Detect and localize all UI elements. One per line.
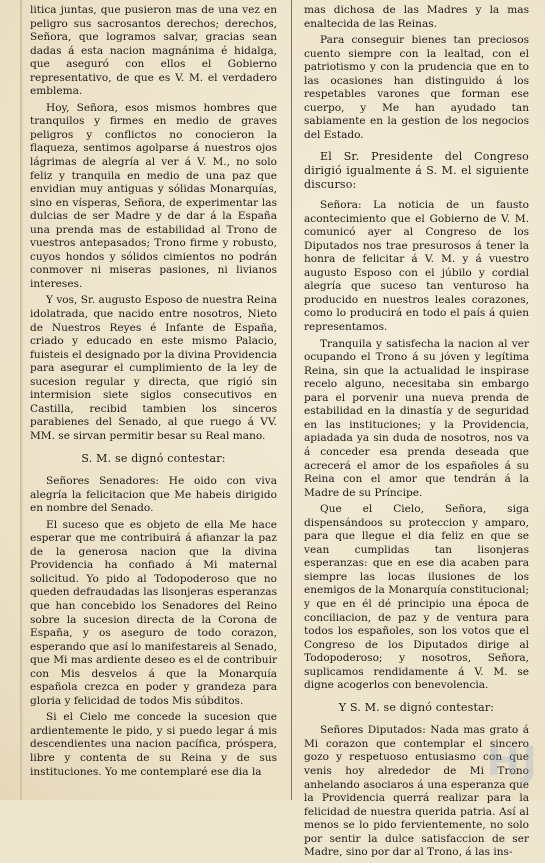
binding-gutter	[20, 0, 23, 800]
right-paragraph-1: mas dichosa de las Madres y la mas enaltecida de las Reinas.	[304, 4, 529, 30]
right-reply-heading: Y S. M. se dignó contestar:	[338, 700, 495, 714]
right-column	[304, 4, 529, 863]
left-reply-paragraph-1: Señores Senadores: He oido con viva alegría la felicitacion que Me habeis dirigido en nombre del Senado.	[30, 475, 277, 515]
congress-paragraph-2: Tranquila y satisfecha la nacion al ver ocupando el Trono á su jóven y legítima Reina, sin que la actualidad le inspirase recelo alguno, necesitaba sin embargo para el porvenir una nueva prenda de estabilidad en la dinastía y de seguridad en las instituciones; y la Providencia, apiadada ya sin duda de nosotros, nos va á conceder esa prenda deseada que acrecerá el amor de los españoles á su Reina con el amor que tendrán á la Madre de su Príncipe.	[304, 337, 529, 499]
left-paragraph-3: Y vos, Sr. augusto Esposo de nuestra Reina idolatrada, que nacido entre nosotros, Nieto de Nuestros Reyes é Infante de España, criado y educado en este mismo Palacio, fuisteis el designado por la divina Providencia para asegurar el cumplimiento de la ley de sucesion regular y directa, que rigió sin intermision siete siglos consecutivos en Castilla, recibid tambien los sinceros parabienes del Senado, al que ruego á VV. MM. se sirvan permitir besar su Real mano.	[30, 294, 278, 442]
library-watermark: HJ	[486, 739, 539, 785]
left-reply-paragraph-2: El suceso que es objeto de ella Me hace esperar que me contribuirá á afianzar la paz de la generosa nacion que la divina Providencia ha confiado á Mi maternal solicitud. Yo pido al Todopoderoso que no queden defraudadas las lisonjeras esperanzas que han concebido los Senadores del Reino sobre la sucesion directa de la Corona de España, y os aseguro de todo corazon, esperando que así lo manifestareis al Senado, que Mi mas ardiente deseo es el de contribuir con Mis desvelos á que la Monarquía española crezca en poder y grandeza para gloria y felicidad de todos Mis súbditos.	[30, 518, 277, 707]
congress-paragraph-1: Señora: La noticia de un fausto acontecimiento que el Gobierno de V. M. comunicó ayer al Congreso de los Diputados nos trae presurosos á tener la honra de felicitar á V. M. y á vuestro augusto Esposo con el júbilo y cordial alegría que suceso tan venturoso ha producido en nuestros leales corazones, como lo producirá en todo el país á quien representamos.	[304, 199, 529, 334]
left-paragraph-2: Hoy, Señora, esos mismos hombres que tranquilos y firmes en medio de graves peligros y conflictos no conocieron la flaqueza, sentimos agolparse á nuestros ojos lágrimas de alegría al ver á V. M., no solo feliz y tranquila en medio de una paz que envidian muy antiguas y sólidas Monarquías, sino en vísperas, Señora, de experimentar las dulcias de ser Madre y de dar á la España una prenda mas de estabilidad al Trono de vuestros antepasados; Trono firme y robusto, cuyos hondos y sólidos cimientos no podrán conmover ni miseras pasiones, ni livianos intereses.	[30, 101, 277, 290]
right-paragraph-2: Para conseguir bienes tan preciosos cuento siempre con la lealtad, con el patriotismo y con la prudencia que en to las ocasiones han distinguido á los respetables varones que forman ese cuerpo, y Me han ayudado tan sabiamente en la gestion de los negocios del Estado.	[304, 34, 529, 141]
left-paragraph-1: litica juntas, que pusieron mas de una vez en peligro sus sacrosantos derechos; derechos, Señora, que logramos salvar, gracias sean dadas á esta nacion magnánima é hidalga, que aseguró con ellos el Gobierno representativo, de que es V. M. el verdadero emblema.	[30, 4, 277, 98]
left-column	[30, 4, 277, 782]
right-reply-paragraph-1: Señores Diputados: Nada mas grato á Mi corazon que contemplar el sincero gozo y respetuoso entusiasmo con que venis hoy alrededor de Mi Trono anhelando asociaros á una esperanza que la Providencia querrá realizar para la felicidad de nuestra querida patria. Así al menos se lo pido fervientemente, no solo por sentir la dulce satisfaccion de ser Madre, sino por dar al Trono, á las ins-	[304, 724, 529, 859]
left-reply-heading: S. M. se dignó contestar:	[81, 451, 226, 465]
column-divider	[291, 0, 292, 800]
left-reply-paragraph-3: Si el Cielo me concede la sucesion que ardientemente le pido, y si puedo legar á mis descendientes una nacion pacífica, próspera, libre y contenta de su Reina y de sus instituciones. Yo me contemplaré ese dia la	[30, 711, 277, 778]
congress-paragraph-3: Que el Cielo, Señora, siga dispensándoos su proteccion y amparo, para que llegue el dia feliz en que se vean cumplidas tan lisonjeras esperanzas: que en ese dia acaben para siempre las locas ilusiones de los enemigos de la Monarquía constitucional; y que en él dé principio una época de conciliacion, de paz y de ventura para todos los españoles, son los votos que el Congreso de los Diputados dirige al Todopoderoso; y nosotros, Señora, suplicamos rendidamente á V. M. se digne acogerlos con benevolencia.	[304, 503, 529, 692]
congress-intro: El Sr. Presidente del Congreso dirigió igualmente á S. M. el siguiente discurso:	[304, 150, 529, 191]
